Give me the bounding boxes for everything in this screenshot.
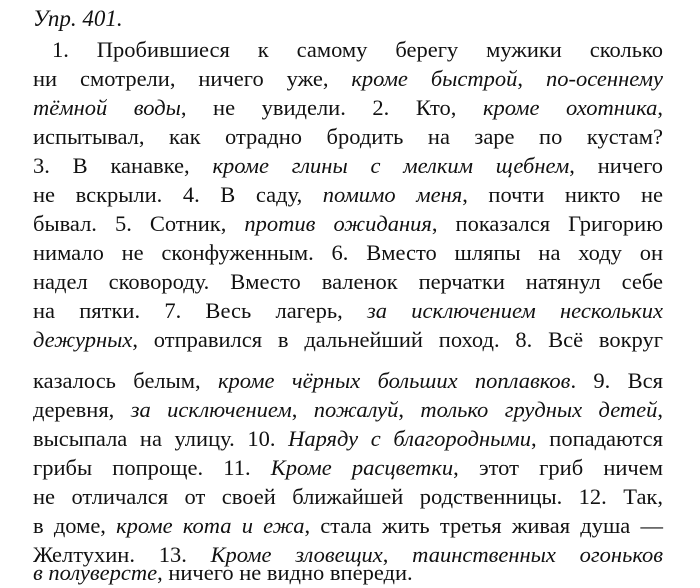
example-phrase: помимо меня (322, 182, 463, 207)
text-segment: деревня, (33, 397, 131, 422)
text-segment: высыпала на улицу. 10. (33, 426, 289, 451)
text-segment: , (657, 397, 663, 422)
text-line (33, 238, 663, 268)
text-line (33, 296, 663, 326)
text-segment: , почти никто не (462, 182, 663, 207)
example-phrase: кроме кота и ежа (116, 513, 305, 538)
text-segment: . 9. Вся (570, 368, 664, 393)
text-segment: , (291, 397, 314, 422)
example-phrase: кроме охотника (482, 95, 658, 120)
example-phrase: тёмной воды (33, 95, 181, 120)
example-phrase: за исключением нескольких (366, 298, 664, 323)
text-segment: в доме, (33, 513, 117, 538)
text-segment: надел сковороду. Вместо валенок перчатки натянул себе (33, 269, 663, 294)
example-phrase: Кроме зловещих (210, 542, 383, 567)
text-line (33, 209, 663, 239)
example-phrase: по-осеннему (545, 66, 663, 91)
text-segment: на пятки. 7. Весь лагерь, (33, 298, 367, 323)
text-segment: , (657, 95, 663, 120)
text-segment: , не увидели. 2. Кто, (180, 95, 483, 120)
text-segment: грибы попроще. 11. (33, 455, 271, 480)
text-segment: казалось белым, (33, 368, 218, 393)
text-line (33, 151, 663, 181)
example-phrase: таинственных огоньков (412, 542, 663, 567)
text-line (33, 395, 663, 425)
text-segment: нимало не сконфуженным. 6. Вместо шляпы на ходу он (33, 240, 663, 265)
example-phrase: в полуверсте (33, 560, 158, 585)
text-segment: испытывал, как отрадно бродить на заре по кустам? (33, 124, 663, 149)
text-segment: , показался Григорию (431, 211, 663, 236)
text-segment: Желтухин. 13. (33, 542, 211, 567)
text-segment: не вскрыли. 4. В саду, (33, 182, 323, 207)
text-line (33, 366, 663, 396)
text-line (33, 482, 663, 512)
text-segment: , этот гриб ничем (453, 455, 663, 480)
exercise-title: Упр. 401. (33, 6, 123, 31)
text-segment: , попадаются (531, 426, 663, 451)
text-segment: бывал. 5. Сотник, (33, 211, 245, 236)
text-line (33, 511, 663, 541)
text-line (33, 122, 663, 152)
text-segment: , (382, 542, 413, 567)
text-line (33, 453, 663, 483)
text-segment: , ничего не видно впереди. (157, 560, 413, 585)
text-segment: не отличался от своей ближайшей родственницы. 12. Так, (33, 484, 663, 509)
example-phrase: только грудных детей (420, 397, 658, 422)
text-line (33, 180, 663, 210)
text-line (33, 93, 663, 123)
example-phrase: за исключением (130, 397, 292, 422)
example-phrase: против ожидания (244, 211, 432, 236)
text-segment: 1. Пробившиеся к самому берегу мужики сколько (52, 37, 663, 62)
example-phrase: дежурных (33, 327, 133, 352)
text-line (52, 35, 663, 65)
text-segment: 3. В канавке, (33, 153, 213, 178)
example-phrase: пожалуй (313, 397, 399, 422)
text-line (33, 64, 663, 94)
example-phrase: кроме глины с мелким щебнем (212, 153, 570, 178)
example-phrase: кроме чёрных больших поплавков (218, 368, 571, 393)
text-segment: ни смотрели, ничего уже, (33, 66, 352, 91)
text-segment: , отправился в дальнейший поход. 8. Всё вокруг (132, 327, 663, 352)
text-segment: , стала жить третья живая душа — (304, 513, 663, 538)
text-line (33, 267, 663, 297)
example-phrase: Наряду с благородными (288, 426, 532, 451)
text-line (33, 424, 663, 454)
example-phrase: кроме быстрой (351, 66, 518, 91)
text-segment: , (398, 397, 421, 422)
text-line (33, 558, 663, 588)
text-segment: , ничего (569, 153, 664, 178)
text-line (33, 325, 663, 355)
example-phrase: Кроме расцветки (270, 455, 454, 480)
text-segment: , (517, 66, 546, 91)
